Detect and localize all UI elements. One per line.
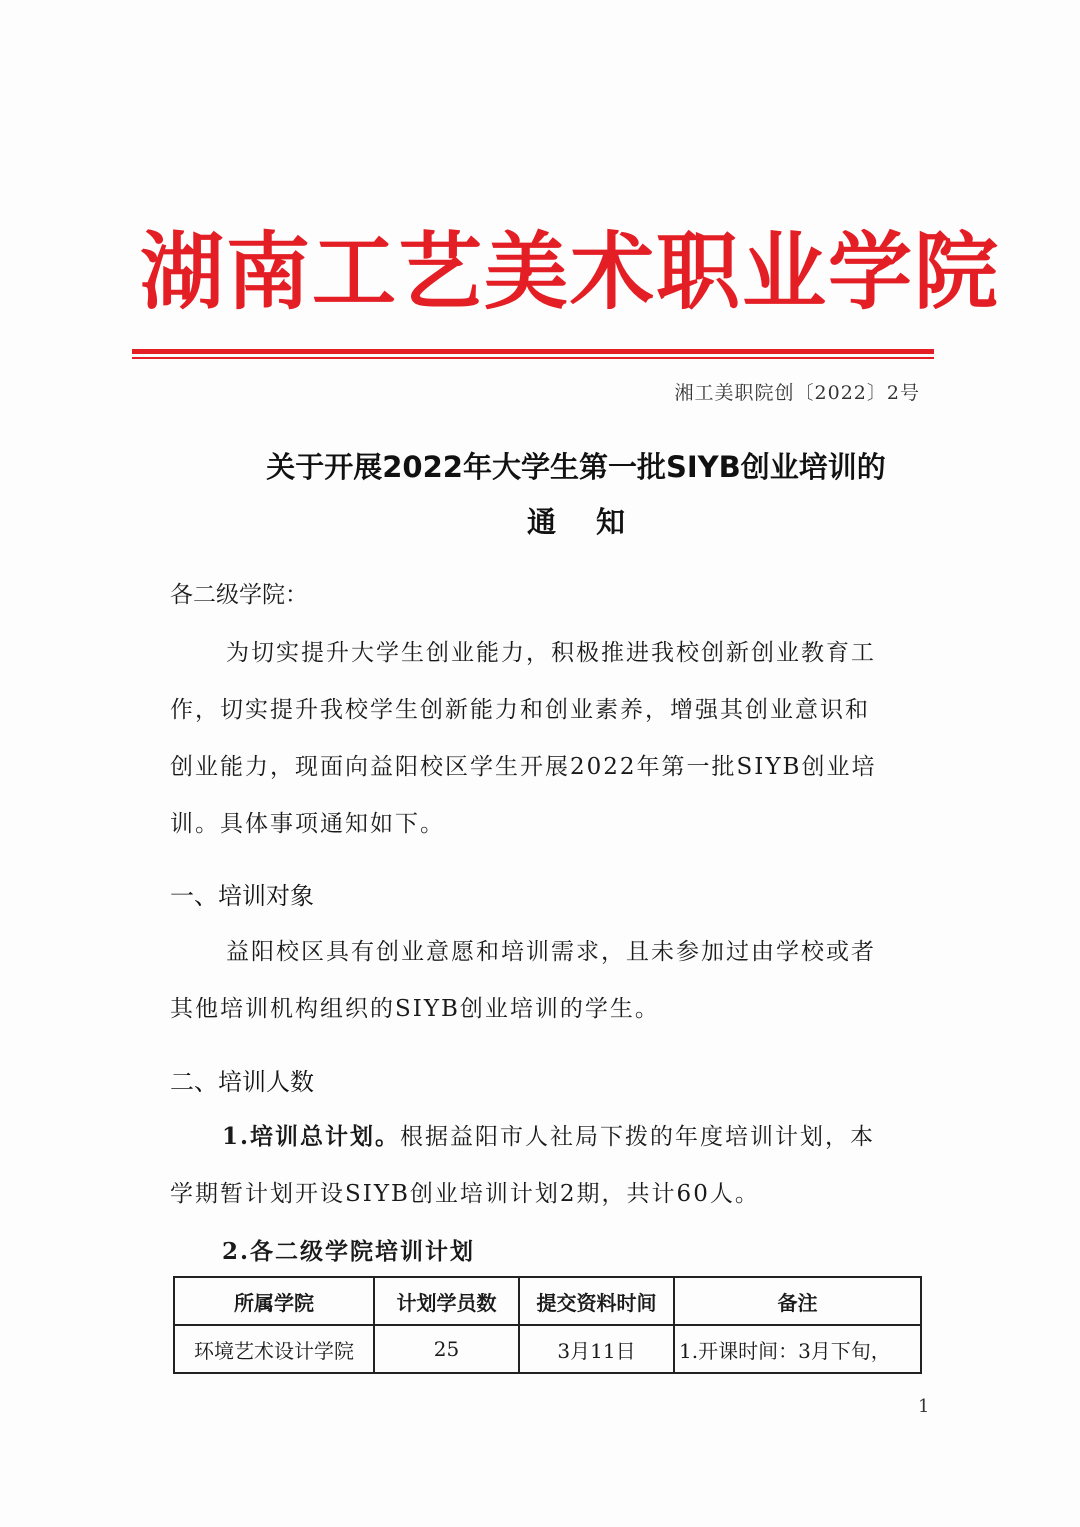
section2-item1-line1 <box>222 1118 974 1151</box>
intro-line-1: 为切实提升大学生创业能力，积极推进我校创新创业教育工 <box>226 640 876 666</box>
intro-line-3: 创业能力，现面向益阳校区学生开展2022年第一批SIYB创业培 <box>170 754 877 780</box>
table-header-submit-time: 提交资料时间 <box>519 1277 674 1325</box>
page-number: 1 <box>918 1396 930 1417</box>
table-header-planned-count: 计划学员数 <box>374 1277 519 1325</box>
table-cell-remarks: 1.开课时间：3月下旬， <box>674 1325 921 1373</box>
intro-line-2: 作，切实提升我校学生创新能力和创业素养，增强其创业意识和 <box>170 697 870 723</box>
table-cell-planned-count: 25 <box>374 1325 519 1373</box>
notice-title-line1: 关于开展2022年大学生第一批SIYB创业培训的 <box>266 450 886 484</box>
section1-line-2: 其他培训机构组织的SIYB创业培训的学生。 <box>170 996 660 1022</box>
table-header-row <box>174 1277 921 1325</box>
red-header-rule <box>132 349 934 354</box>
intro-line-4: 训。具体事项通知如下。 <box>170 811 445 837</box>
section2-item1-line2: 学期暂计划开设SIYB创业培训计划2期，共计60人。 <box>170 1181 760 1207</box>
table-header-remarks: 备注 <box>674 1277 921 1325</box>
section2-item1-label: 1.培训总计划。 <box>222 1123 401 1150</box>
notice-title-line2: 通知 <box>526 505 665 539</box>
table-cell-college: 环境艺术设计学院 <box>174 1325 374 1373</box>
section2-heading: 二、培训人数 <box>170 1068 314 1096</box>
table-header-college: 所属学院 <box>174 1277 374 1325</box>
table-cell-submit-time: 3月11日 <box>519 1325 674 1373</box>
table-row <box>174 1325 921 1373</box>
section2-item1-text: 根据益阳市人社局下拨的年度培训计划，本 <box>400 1124 876 1150</box>
masthead-title: 湖南工艺美术职业学院 <box>140 222 1001 321</box>
document-number: 湘工美职院创〔2022〕2号 <box>674 382 920 404</box>
training-plan-table <box>173 1276 922 1374</box>
red-header-rule-thin <box>132 357 934 359</box>
section1-line-1: 益阳校区具有创业意愿和培训需求，且未参加过由学校或者 <box>226 939 876 965</box>
section1-heading: 一、培训对象 <box>170 882 314 910</box>
section2-item2-label: 2.各二级学院培训计划 <box>222 1238 476 1265</box>
salutation: 各二级学院： <box>170 582 308 608</box>
